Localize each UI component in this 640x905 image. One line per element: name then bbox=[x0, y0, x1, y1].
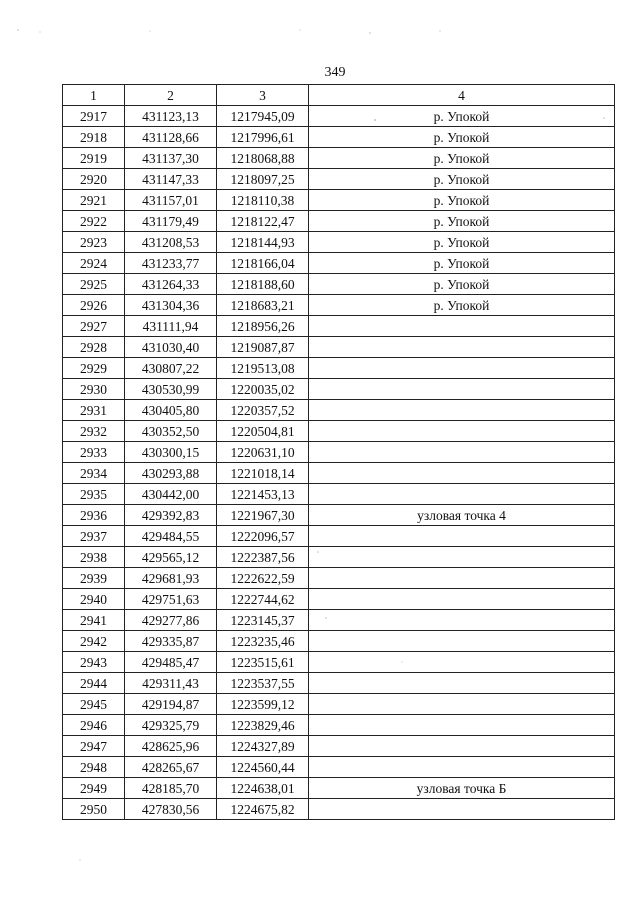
table-row bbox=[63, 421, 615, 442]
table-row bbox=[63, 715, 615, 736]
x-coordinate-cell: 429485,47 bbox=[125, 652, 217, 673]
x-coordinate-cell: 430442,00 bbox=[125, 484, 217, 505]
note-cell: р. Упокой bbox=[309, 211, 615, 232]
column-header-3: 3 bbox=[217, 85, 309, 106]
table-row bbox=[63, 106, 615, 127]
note-cell bbox=[309, 715, 615, 736]
x-coordinate-cell: 431304,36 bbox=[125, 295, 217, 316]
point-number-cell: 2918 bbox=[63, 127, 125, 148]
column-header-4: 4 bbox=[309, 85, 615, 106]
x-coordinate-cell: 431179,49 bbox=[125, 211, 217, 232]
point-number-cell: 2943 bbox=[63, 652, 125, 673]
point-number-cell: 2924 bbox=[63, 253, 125, 274]
coordinates-table bbox=[62, 84, 615, 820]
x-coordinate-cell: 429335,87 bbox=[125, 631, 217, 652]
y-coordinate-cell: 1218683,21 bbox=[217, 295, 309, 316]
x-coordinate-cell: 428185,70 bbox=[125, 778, 217, 799]
table-row bbox=[63, 568, 615, 589]
point-number-cell: 2941 bbox=[63, 610, 125, 631]
x-coordinate-cell: 430530,99 bbox=[125, 379, 217, 400]
x-coordinate-cell: 431147,33 bbox=[125, 169, 217, 190]
y-coordinate-cell: 1221967,30 bbox=[217, 505, 309, 526]
note-cell: р. Упокой bbox=[309, 127, 615, 148]
table-row bbox=[63, 400, 615, 421]
table-row bbox=[63, 337, 615, 358]
y-coordinate-cell: 1222387,56 bbox=[217, 547, 309, 568]
y-coordinate-cell: 1218068,88 bbox=[217, 148, 309, 169]
y-coordinate-cell: 1224638,01 bbox=[217, 778, 309, 799]
x-coordinate-cell: 429392,83 bbox=[125, 505, 217, 526]
x-coordinate-cell: 431030,40 bbox=[125, 337, 217, 358]
x-coordinate-cell: 429681,93 bbox=[125, 568, 217, 589]
note-cell bbox=[309, 610, 615, 631]
note-cell bbox=[309, 631, 615, 652]
point-number-cell: 2931 bbox=[63, 400, 125, 421]
y-coordinate-cell: 1220631,10 bbox=[217, 442, 309, 463]
y-coordinate-cell: 1221018,14 bbox=[217, 463, 309, 484]
y-coordinate-cell: 1217996,61 bbox=[217, 127, 309, 148]
point-number-cell: 2932 bbox=[63, 421, 125, 442]
table-row bbox=[63, 631, 615, 652]
table-row bbox=[63, 799, 615, 820]
table-row bbox=[63, 694, 615, 715]
y-coordinate-cell: 1218097,25 bbox=[217, 169, 309, 190]
table-header bbox=[63, 85, 615, 106]
note-cell: узловая точка Б bbox=[309, 778, 615, 799]
note-cell: р. Упокой bbox=[309, 274, 615, 295]
note-cell bbox=[309, 652, 615, 673]
y-coordinate-cell: 1223235,46 bbox=[217, 631, 309, 652]
table-row bbox=[63, 652, 615, 673]
table-row bbox=[63, 442, 615, 463]
table-row bbox=[63, 610, 615, 631]
point-number-cell: 2934 bbox=[63, 463, 125, 484]
note-cell bbox=[309, 673, 615, 694]
x-coordinate-cell: 430300,15 bbox=[125, 442, 217, 463]
table-row bbox=[63, 190, 615, 211]
x-coordinate-cell: 431128,66 bbox=[125, 127, 217, 148]
table-row bbox=[63, 736, 615, 757]
table-row bbox=[63, 232, 615, 253]
x-coordinate-cell: 430352,50 bbox=[125, 421, 217, 442]
point-number-cell: 2927 bbox=[63, 316, 125, 337]
y-coordinate-cell: 1223145,37 bbox=[217, 610, 309, 631]
point-number-cell: 2942 bbox=[63, 631, 125, 652]
y-coordinate-cell: 1223537,55 bbox=[217, 673, 309, 694]
column-header-1: 1 bbox=[63, 85, 125, 106]
note-cell bbox=[309, 400, 615, 421]
table-row bbox=[63, 358, 615, 379]
table-row bbox=[63, 148, 615, 169]
note-cell: узловая точка 4 bbox=[309, 505, 615, 526]
y-coordinate-cell: 1219513,08 bbox=[217, 358, 309, 379]
point-number-cell: 2930 bbox=[63, 379, 125, 400]
y-coordinate-cell: 1222622,59 bbox=[217, 568, 309, 589]
point-number-cell: 2944 bbox=[63, 673, 125, 694]
note-cell bbox=[309, 421, 615, 442]
y-coordinate-cell: 1218144,93 bbox=[217, 232, 309, 253]
table-row bbox=[63, 211, 615, 232]
x-coordinate-cell: 430405,80 bbox=[125, 400, 217, 421]
y-coordinate-cell: 1222744,62 bbox=[217, 589, 309, 610]
note-cell: р. Упокой bbox=[309, 106, 615, 127]
note-cell: р. Упокой bbox=[309, 295, 615, 316]
point-number-cell: 2917 bbox=[63, 106, 125, 127]
point-number-cell: 2936 bbox=[63, 505, 125, 526]
point-number-cell: 2922 bbox=[63, 211, 125, 232]
x-coordinate-cell: 431208,53 bbox=[125, 232, 217, 253]
y-coordinate-cell: 1224675,82 bbox=[217, 799, 309, 820]
y-coordinate-cell: 1222096,57 bbox=[217, 526, 309, 547]
table-row bbox=[63, 757, 615, 778]
point-number-cell: 2939 bbox=[63, 568, 125, 589]
y-coordinate-cell: 1223829,46 bbox=[217, 715, 309, 736]
table-row bbox=[63, 295, 615, 316]
point-number-cell: 2919 bbox=[63, 148, 125, 169]
point-number-cell: 2921 bbox=[63, 190, 125, 211]
note-cell: р. Упокой bbox=[309, 190, 615, 211]
column-header-2: 2 bbox=[125, 85, 217, 106]
note-cell: р. Упокой bbox=[309, 253, 615, 274]
note-cell bbox=[309, 736, 615, 757]
note-cell bbox=[309, 526, 615, 547]
y-coordinate-cell: 1220504,81 bbox=[217, 421, 309, 442]
y-coordinate-cell: 1218956,26 bbox=[217, 316, 309, 337]
point-number-cell: 2925 bbox=[63, 274, 125, 295]
table-row bbox=[63, 673, 615, 694]
note-cell bbox=[309, 757, 615, 778]
note-cell bbox=[309, 484, 615, 505]
table-row bbox=[63, 463, 615, 484]
note-cell bbox=[309, 799, 615, 820]
x-coordinate-cell: 429194,87 bbox=[125, 694, 217, 715]
note-cell bbox=[309, 547, 615, 568]
x-coordinate-cell: 431264,33 bbox=[125, 274, 217, 295]
x-coordinate-cell: 429325,79 bbox=[125, 715, 217, 736]
x-coordinate-cell: 427830,56 bbox=[125, 799, 217, 820]
table-row bbox=[63, 505, 615, 526]
point-number-cell: 2945 bbox=[63, 694, 125, 715]
y-coordinate-cell: 1220035,02 bbox=[217, 379, 309, 400]
y-coordinate-cell: 1218110,38 bbox=[217, 190, 309, 211]
x-coordinate-cell: 431137,30 bbox=[125, 148, 217, 169]
note-cell bbox=[309, 358, 615, 379]
point-number-cell: 2929 bbox=[63, 358, 125, 379]
note-cell bbox=[309, 568, 615, 589]
x-coordinate-cell: 428625,96 bbox=[125, 736, 217, 757]
note-cell bbox=[309, 463, 615, 484]
table-row bbox=[63, 484, 615, 505]
point-number-cell: 2949 bbox=[63, 778, 125, 799]
x-coordinate-cell: 431233,77 bbox=[125, 253, 217, 274]
x-coordinate-cell: 428265,67 bbox=[125, 757, 217, 778]
y-coordinate-cell: 1218122,47 bbox=[217, 211, 309, 232]
table-row bbox=[63, 274, 615, 295]
y-coordinate-cell: 1224327,89 bbox=[217, 736, 309, 757]
note-cell: р. Упокой bbox=[309, 169, 615, 190]
point-number-cell: 2937 bbox=[63, 526, 125, 547]
point-number-cell: 2926 bbox=[63, 295, 125, 316]
note-cell bbox=[309, 379, 615, 400]
point-number-cell: 2920 bbox=[63, 169, 125, 190]
note-cell: р. Упокой bbox=[309, 148, 615, 169]
table-row bbox=[63, 547, 615, 568]
table-row bbox=[63, 253, 615, 274]
point-number-cell: 2923 bbox=[63, 232, 125, 253]
point-number-cell: 2946 bbox=[63, 715, 125, 736]
x-coordinate-cell: 429311,43 bbox=[125, 673, 217, 694]
page-number: 349 bbox=[324, 65, 346, 80]
x-coordinate-cell: 429277,86 bbox=[125, 610, 217, 631]
y-coordinate-cell: 1218166,04 bbox=[217, 253, 309, 274]
point-number-cell: 2935 bbox=[63, 484, 125, 505]
table-row bbox=[63, 127, 615, 148]
y-coordinate-cell: 1221453,13 bbox=[217, 484, 309, 505]
x-coordinate-cell: 429484,55 bbox=[125, 526, 217, 547]
table-row bbox=[63, 379, 615, 400]
x-coordinate-cell: 429751,63 bbox=[125, 589, 217, 610]
note-cell bbox=[309, 589, 615, 610]
point-number-cell: 2948 bbox=[63, 757, 125, 778]
point-number-cell: 2938 bbox=[63, 547, 125, 568]
note-cell bbox=[309, 694, 615, 715]
point-number-cell: 2933 bbox=[63, 442, 125, 463]
y-coordinate-cell: 1217945,09 bbox=[217, 106, 309, 127]
x-coordinate-cell: 431123,13 bbox=[125, 106, 217, 127]
y-coordinate-cell: 1219087,87 bbox=[217, 337, 309, 358]
table-row bbox=[63, 526, 615, 547]
point-number-cell: 2947 bbox=[63, 736, 125, 757]
table-row bbox=[63, 169, 615, 190]
table-row bbox=[63, 589, 615, 610]
x-coordinate-cell: 431157,01 bbox=[125, 190, 217, 211]
table-row bbox=[63, 778, 615, 799]
point-number-cell: 2950 bbox=[63, 799, 125, 820]
table-body bbox=[63, 106, 615, 820]
x-coordinate-cell: 430807,22 bbox=[125, 358, 217, 379]
x-coordinate-cell: 429565,12 bbox=[125, 547, 217, 568]
y-coordinate-cell: 1224560,44 bbox=[217, 757, 309, 778]
y-coordinate-cell: 1220357,52 bbox=[217, 400, 309, 421]
x-coordinate-cell: 431111,94 bbox=[125, 316, 217, 337]
note-cell bbox=[309, 337, 615, 358]
x-coordinate-cell: 430293,88 bbox=[125, 463, 217, 484]
y-coordinate-cell: 1223599,12 bbox=[217, 694, 309, 715]
table-row bbox=[63, 316, 615, 337]
note-cell: р. Упокой bbox=[309, 232, 615, 253]
note-cell bbox=[309, 442, 615, 463]
point-number-cell: 2928 bbox=[63, 337, 125, 358]
y-coordinate-cell: 1218188,60 bbox=[217, 274, 309, 295]
note-cell bbox=[309, 316, 615, 337]
y-coordinate-cell: 1223515,61 bbox=[217, 652, 309, 673]
header-row bbox=[63, 85, 615, 106]
point-number-cell: 2940 bbox=[63, 589, 125, 610]
